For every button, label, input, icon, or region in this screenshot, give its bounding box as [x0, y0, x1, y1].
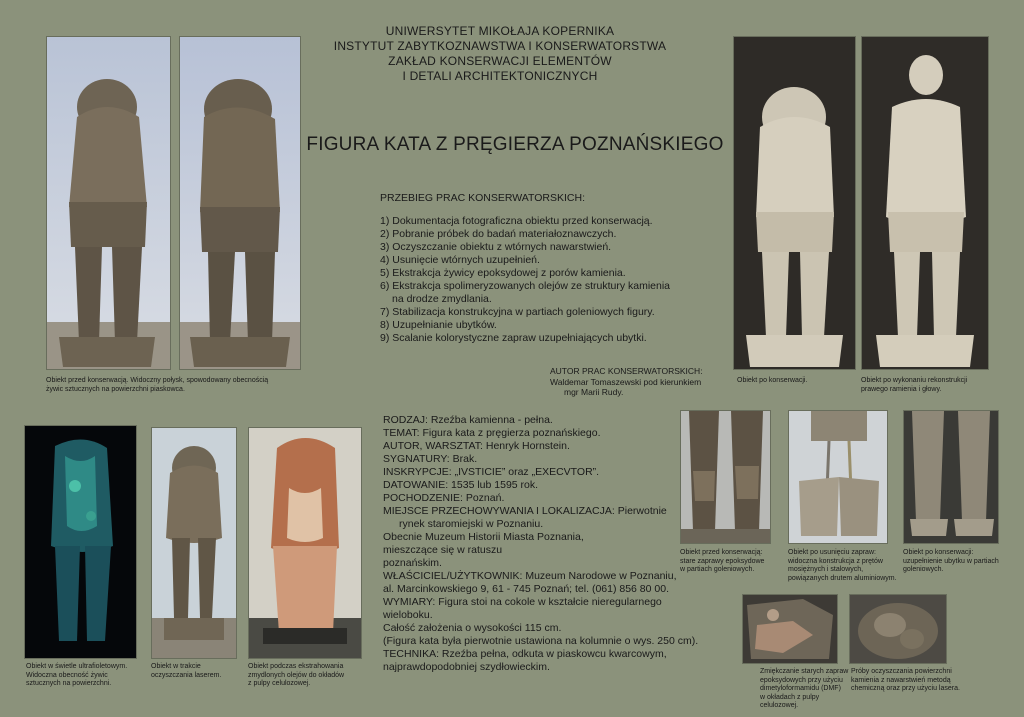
conservation-process	[380, 192, 700, 345]
caption-line: stare zaprawy epoksydowe	[680, 557, 765, 565]
spec-line: AUTOR, WARSZTAT: Henryk Hornstein.	[383, 440, 570, 452]
process-heading: PRZEBIEG PRAC KONSERWATORSKICH:	[380, 192, 585, 204]
caption-line: Widoczna obecność żywic	[26, 671, 108, 679]
caption-line: Obiekt po konserwacji:	[903, 549, 974, 556]
caption-rods	[788, 549, 900, 583]
photo-laser-cleaning	[151, 427, 237, 659]
spec-line: poznańskim.	[383, 557, 442, 569]
caption-line: powiązanych drutem aluminiowym.	[788, 574, 897, 582]
caption-line: Obiekt po usunięciu zapraw:	[788, 549, 876, 556]
process-step: 9) Scalanie kolorystyczne zapraw uzupełniających ubytki.	[380, 332, 647, 344]
caption-line: epoksydowych przy użyciu	[760, 676, 843, 684]
caption-line: Obiekt przed konserwacją. Widoczny połysk, spowodowany obecnością	[46, 377, 269, 384]
caption-line: Obiekt po konserwacji.	[737, 377, 808, 384]
spec-line: MIEJSCE PRZECHOWYWANIA I LOKALIZACJA: Pierwotnie	[383, 505, 667, 517]
spec-line: (Figura kata była pierwotnie ustawiona na kolumnie o wys. 250 cm).	[383, 635, 699, 647]
author-line: mgr Marii Rudy.	[564, 387, 624, 397]
caption-reconstruction	[861, 377, 991, 394]
caption-dmf	[760, 668, 855, 711]
process-step: 3) Oczyszczanie obiektu z wtórnych nawarstwień.	[380, 241, 612, 253]
spec-line: najprawdopodobniej szydłowieckim.	[383, 661, 550, 673]
caption-uv	[26, 663, 146, 689]
caption-line: z pulpy celulozowej.	[248, 680, 311, 687]
spec-line: TECHNIKA: Rzeźba pełna, odkuta w piaskowcu kwarcowym,	[383, 648, 667, 660]
spec-line: DATOWANIE: 1535 lub 1595 rok.	[383, 479, 539, 491]
caption-line: kamienia z nawarstwień metodą	[851, 676, 951, 684]
spec-line: INSKRYPCJE: „IVSTICIE” oraz „EXECVTOR”.	[383, 466, 600, 478]
process-step: 2) Pobranie próbek do badań materiałoznawczych.	[380, 228, 617, 240]
photo-before-front	[46, 36, 171, 370]
spec-line: mieszczące się w ratuszu	[383, 544, 503, 556]
header-line: ZAKŁAD KONSERWACJI ELEMENTÓW	[388, 54, 612, 68]
caption-line: prawego ramienia i głowy.	[861, 385, 942, 393]
spec-line: WYMIARY: Figura stoi na cokole w kształcie nieregularnego wieloboku.	[383, 596, 662, 621]
photo-extraction	[248, 427, 362, 659]
photo-after-reconstruction	[861, 36, 989, 370]
caption-before	[46, 377, 306, 394]
header-line: I DETALI ARCHITEKTONICZNYCH	[402, 69, 598, 83]
spec-line: TEMAT: Figura kata z pręgierza poznańskiego.	[383, 427, 601, 439]
institution-header	[330, 24, 670, 84]
caption-extraction	[248, 663, 368, 689]
photo-legs-before	[680, 410, 771, 544]
process-step: 7) Stabilizacja konstrukcyjna w partiach goleniowych figury.	[380, 306, 655, 318]
spec-line: Całość założenia o wysokości 115 cm.	[383, 622, 562, 634]
caption-surface	[851, 668, 966, 694]
photo-before-back	[179, 36, 301, 370]
header-line: UNIWERSYTET MIKOŁAJA KOPERNIKA	[385, 24, 615, 38]
spec-line: al. Marcinkowskiego 9, 61 - 745 Poznań; tel. (061) 856 80 00.	[383, 583, 670, 595]
caption-after	[737, 377, 847, 386]
caption-line: widoczna konstrukcja z prętów	[788, 557, 883, 565]
photo-legs-after	[903, 410, 999, 544]
caption-line: Obiekt przed konserwacją:	[680, 549, 763, 556]
caption-line: chemiczną oraz przy użyciu lasera.	[851, 685, 960, 692]
author-line: Waldemar Tomaszewski pod kierunkiem	[550, 376, 702, 387]
caption-line: Obiekt po wykonaniu rekonstrukcji	[861, 377, 968, 384]
process-step: 6) Ekstrakcja spolimeryzowanych olejów ze struktury kamienia	[380, 280, 671, 292]
spec-line: POCHODZENIE: Poznań.	[383, 492, 505, 504]
spec-line: RODZAJ: Rzeźba kamienna - pełna.	[383, 414, 553, 426]
header-line: INSTYTUT ZABYTKOZNAWSTWA I KONSERWATORSTWA	[333, 39, 667, 53]
photo-ultraviolet	[24, 425, 137, 659]
spec-line: rynek staromiejski w Poznaniu.	[399, 518, 544, 530]
caption-line: w okładach z pulpy celulozowej.	[760, 693, 820, 709]
object-specs	[383, 414, 713, 674]
caption-line: goleniowych.	[903, 566, 944, 573]
spec-line: Obecnie Muzeum Historii Miasta Poznania,	[383, 531, 584, 543]
caption-line: mosiężnych i stalowych,	[788, 566, 864, 573]
process-step: 5) Ekstrakcja żywicy epoksydowej z porów kamienia.	[380, 267, 626, 279]
caption-line: oczyszczania laserem.	[151, 671, 222, 679]
photo-rods	[788, 410, 888, 544]
caption-legs-after	[903, 549, 1015, 575]
caption-line: Obiekt w trakcie	[151, 663, 201, 670]
caption-line: uzupełnienie ubytku w partiach	[903, 557, 999, 565]
photo-after-conservation	[733, 36, 856, 370]
process-step: 1) Dokumentacja fotograficzna obiektu przed konserwacją.	[380, 215, 653, 227]
caption-line: zmydlonych olejów do okładów	[248, 671, 345, 679]
caption-line: sztucznych na powierzchni.	[26, 680, 112, 687]
caption-line: Obiekt podczas ekstrahowania	[248, 663, 344, 670]
caption-line: w partiach goleniowych.	[680, 566, 755, 573]
spec-line: SYGNATURY: Brak.	[383, 453, 478, 465]
caption-laser	[151, 663, 246, 680]
caption-line: żywic sztucznych na powierzchni piaskowca.	[46, 385, 185, 393]
author-line: AUTOR PRAC KONSERWATORSKICH:	[550, 366, 703, 376]
caption-legs-before	[680, 549, 780, 575]
caption-line: Zmiękczanie starych zapraw	[760, 668, 849, 675]
poster-title: FIGURA KATA Z PRĘGIERZA POZNAŃSKIEGO	[306, 134, 724, 155]
author-block	[550, 366, 725, 398]
spec-line: WŁAŚCICIEL/UŻYTKOWNIK: Muzeum Narodowe w Poznaniu,	[383, 570, 677, 582]
caption-line: dimetyloformamidu (DMF)	[760, 685, 841, 692]
process-step: na drodze zmydlania.	[392, 293, 492, 305]
process-step: 8) Uzupełnianie ubytków.	[380, 319, 497, 331]
photo-surface-cleaning	[849, 594, 947, 664]
process-step: 4) Usunięcie wtórnych uzupełnień.	[380, 254, 540, 266]
caption-line: Próby oczyszczania powierzchni	[851, 668, 952, 675]
caption-line: Obiekt w świetle ultrafioletowym.	[26, 663, 128, 670]
photo-dmf-softening	[742, 594, 838, 664]
